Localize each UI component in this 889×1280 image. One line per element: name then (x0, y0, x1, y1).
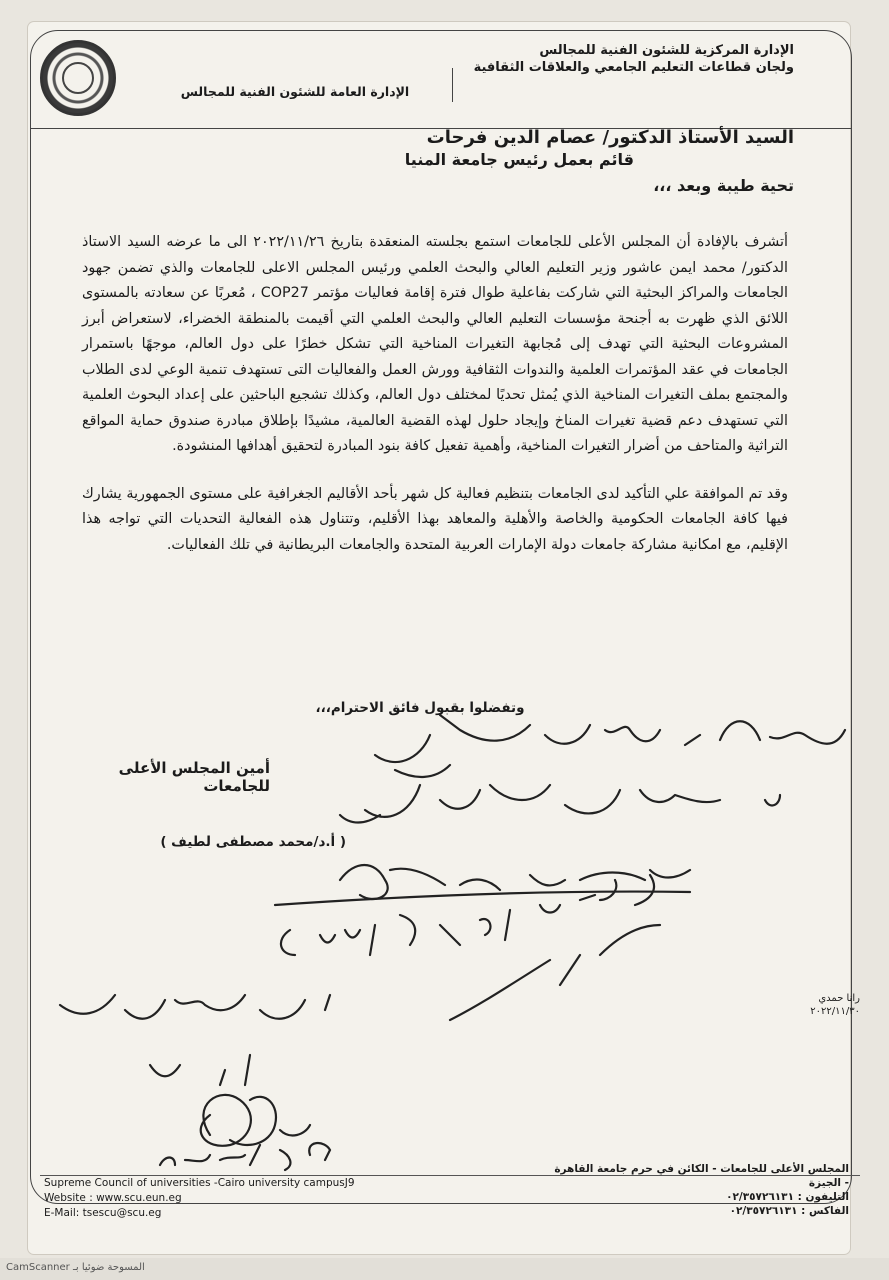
header-line-1: الإدارة المركزية للشئون الفنية للمجالس (539, 43, 794, 58)
signatory-title: أمين المجلس الأعلى للجامعات (118, 759, 270, 795)
body-paragraph-1: أتشرف بالإفادة أن المجلس الأعلى للجامعات استمع بجلسته المنعقدة بتاريخ ٢٠٢٢/١١/٢٦ الى ما عرضه السيد الاستاذ الدكتور/ محمد ايمن عاشور وزير التعليم العالي والبحث العلمي ورئيس المجلس الاعلى للجامعات والذي تضمن جهود الجامعات والمراكز البحثية التي شاركت بفاعلية طوال فترة إقامة فعاليات مؤتمر COP27 ، مُعربًا عن سعادته بالمستوى اللائق الذي ظهرت به أجنحة مؤسسات التعليم العالي والبحث العلمي التي أقيمت بالمنطقة الخضراء، لاستعراض أبرز المشروعات البحثية التي تهدف إلى مُجابهة التغيرات المناخية التي تشكل خطرًا على دول العالم، موجهًا باستمرار الجامعات في عقد المؤتمرات العلمية والندوات الثقافية وورش العمل والفعاليات التى تستهدف تنمية الوعي لدى الطلاب والمجتمع بملف التغيرات المناخية الذي يُمثل تحديًا لمختلف دول العالم، وكذلك تشجيع الباحثين على إعداد البحوث العلمية التي تستهدف دعم قضية تغيرات المناخ وإيجاد حلول لهذه القضية العالمية، مشيدًا بإطلاق مبادرة صندوق حماية المواقع التراثية والمتاحف من أضرار التغيرات المناخية، وأهمية تفعيل كافة بنود المبادرة لتحقيق أهدافها المنشودة. (82, 234, 789, 454)
footer-en-line-2: Website : www.scu.eun.eg (44, 1192, 182, 1204)
handwritten-stamp-date (160, 1143, 330, 1170)
addressee-name: السيد الأستاذ الدكتور/ عصام الدين فرحات (426, 127, 794, 148)
handwritten-long-stroke (450, 960, 550, 1020)
handwritten-note-admin (150, 1055, 250, 1085)
footer-en-line-3: E-Mail: tsescu@scu.eg (44, 1207, 162, 1219)
header-line-2: ولجان قطاعات التعليم الجامعي والعلاقات الثقافية (473, 60, 794, 75)
footer-ar-line-2: التليفون : ٠٢/٣٥٧٢٦١٣١ (726, 1191, 849, 1203)
footer-en-line-1: Supreme Council of universities -Cairo university campusJ9 (44, 1177, 355, 1189)
body-paragraph-2: وقد تم الموافقة علي التأكيد لدى الجامعات بتنظيم فعالية كل شهر بأحد الأقاليم الجغرافية على مستوى الجمهورية يشارك فيها كافة الجامعات الحكومية والخاصة والأهلية والمعاهد بهذا الأقليم، وتتناول هذه الفعالية التحديات التي تواجه هذا الإقليم، مع امكانية مشاركة جامعات دولة الإمارات العربية المتحدة والجامعات البريطانية في تلك الفعاليات. (82, 485, 788, 553)
footer-ar-line-3: الفاكس : ٠٢/٣٥٧٢٦١٣١ (729, 1205, 849, 1217)
handwritten-note-student-welfare (340, 785, 780, 823)
handwritten-note-cultural-relations (60, 995, 330, 1019)
prepared-by-name: رانا حمدي (818, 993, 860, 1004)
handwritten-underline (275, 892, 690, 905)
handwritten-lower-signature (201, 1095, 310, 1146)
prepared-by-date: ٢٠٢٢/١١/٣٠ (810, 1006, 860, 1017)
handwritten-date (281, 875, 654, 955)
header-general-admin: الإدارة العامة للشئون الفنية للمجالس (180, 84, 410, 99)
greeting: تحية طيبة وبعد ،،، (653, 176, 794, 195)
signatory-name: ( أ.د/محمد مصطفى لطيف ) (160, 834, 346, 850)
camscanner-text: CamScanner المسوحة ضوئيا بـ (6, 1262, 145, 1273)
closing-line: وتفضلوا بقبول فائق الاحترام،،، (315, 700, 525, 716)
addressee-role: قائم بعمل رئيس جامعة المنيا (404, 150, 634, 169)
handwritten-slash-mark (560, 925, 660, 985)
camscanner-watermark (0, 1258, 889, 1280)
footer-ar-line-1: المجلس الأعلى للجامعات - الكائن في حرم جامعة القاهرة - الجيزة (554, 1163, 849, 1189)
handwritten-note-students-dean (375, 715, 845, 777)
